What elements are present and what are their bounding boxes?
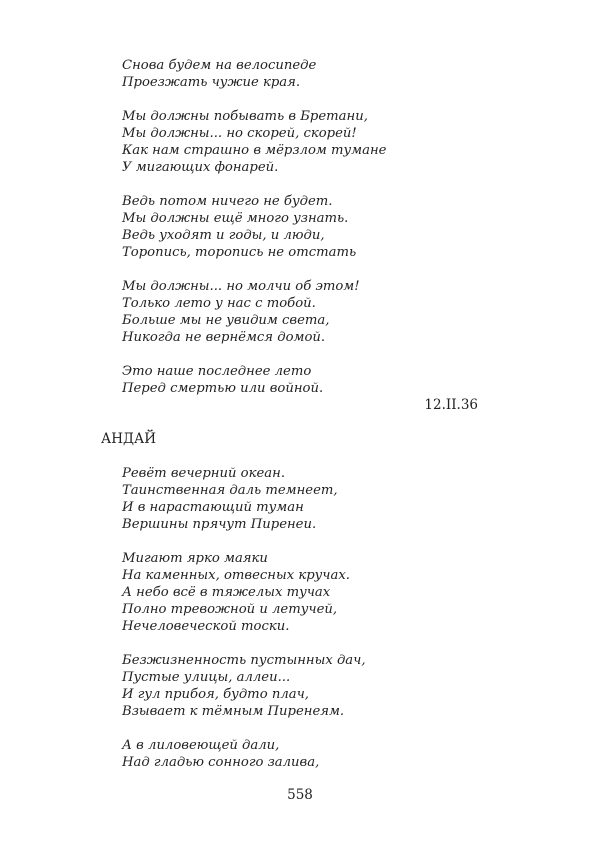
stanza [122, 193, 600, 261]
verse-line: Мигают ярко маяки [122, 551, 268, 566]
verse-line: Полно тревожной и летучей, [122, 602, 338, 617]
verse-line: Безжизненность пустынных дач, [122, 653, 366, 668]
verse-line: Мы должны... но молчи об этом! [122, 279, 360, 294]
book-page [0, 57, 600, 788]
verse-line: Ревёт вечерний океан. [122, 466, 286, 481]
verse-line: Пустые улицы, аллеи... [122, 670, 291, 685]
verse-line: Больше мы не увидим света, [122, 313, 330, 328]
page-number: 558 [287, 787, 313, 803]
verse-line: Проезжать чужие края. [122, 75, 301, 90]
poem-title: АНДАЙ [101, 431, 156, 447]
verse-line: На каменных, отвесных кручах. [122, 568, 350, 583]
verse-line: Вершины прячут Пиренеи. [122, 517, 317, 532]
verse-line: Над гладью сонного залива, [122, 755, 320, 770]
stanza [122, 57, 600, 91]
verse-line: Это наше последнее лето [122, 364, 312, 379]
verse-line: Ведь потом ничего не будет. [122, 194, 333, 209]
verse-line: Таинственная даль темнеет, [122, 483, 338, 498]
verse-line: Нечеловеческой тоски. [122, 619, 290, 634]
poem-1 [0, 57, 600, 414]
verse-line: Взывает к тёмным Пиренеям. [122, 704, 345, 719]
poem-date: 12.II.36 [424, 397, 478, 413]
verse-line: Только лето у нас с тобой. [122, 296, 316, 311]
stanza [122, 737, 600, 771]
verse-line: И в нарастающий туман [122, 500, 304, 515]
stanza [122, 550, 600, 635]
verse-line: Перед смертью или войной. [122, 381, 324, 396]
stanza [122, 652, 600, 720]
stanza [122, 278, 600, 346]
verse-line: Снова будем на велосипеде [122, 58, 317, 73]
stanza [122, 108, 600, 176]
poem-2 [0, 431, 600, 771]
verse-line: Мы должны... но скорей, скорей! [122, 126, 357, 141]
verse-line: А в лиловеющей дали, [122, 738, 280, 753]
verse-line: Мы должны ещё много узнать. [122, 211, 349, 226]
verse-line: И гул прибоя, будто плач, [122, 687, 309, 702]
verse-line: Ведь уходят и годы, и люди, [122, 228, 325, 243]
stanza [122, 363, 600, 397]
verse-line: Мы должны побывать в Бретани, [122, 109, 368, 124]
verse-line: Торопись, торопись не отстать [122, 245, 357, 260]
verse-line: А небо всё в тяжелых тучах [122, 585, 331, 600]
stanza [122, 465, 600, 533]
verse-line: У мигающих фонарей. [122, 160, 279, 175]
verse-line: Никогда не вернёмся домой. [122, 330, 326, 345]
verse-line: Как нам страшно в мёрзлом тумане [122, 143, 387, 158]
